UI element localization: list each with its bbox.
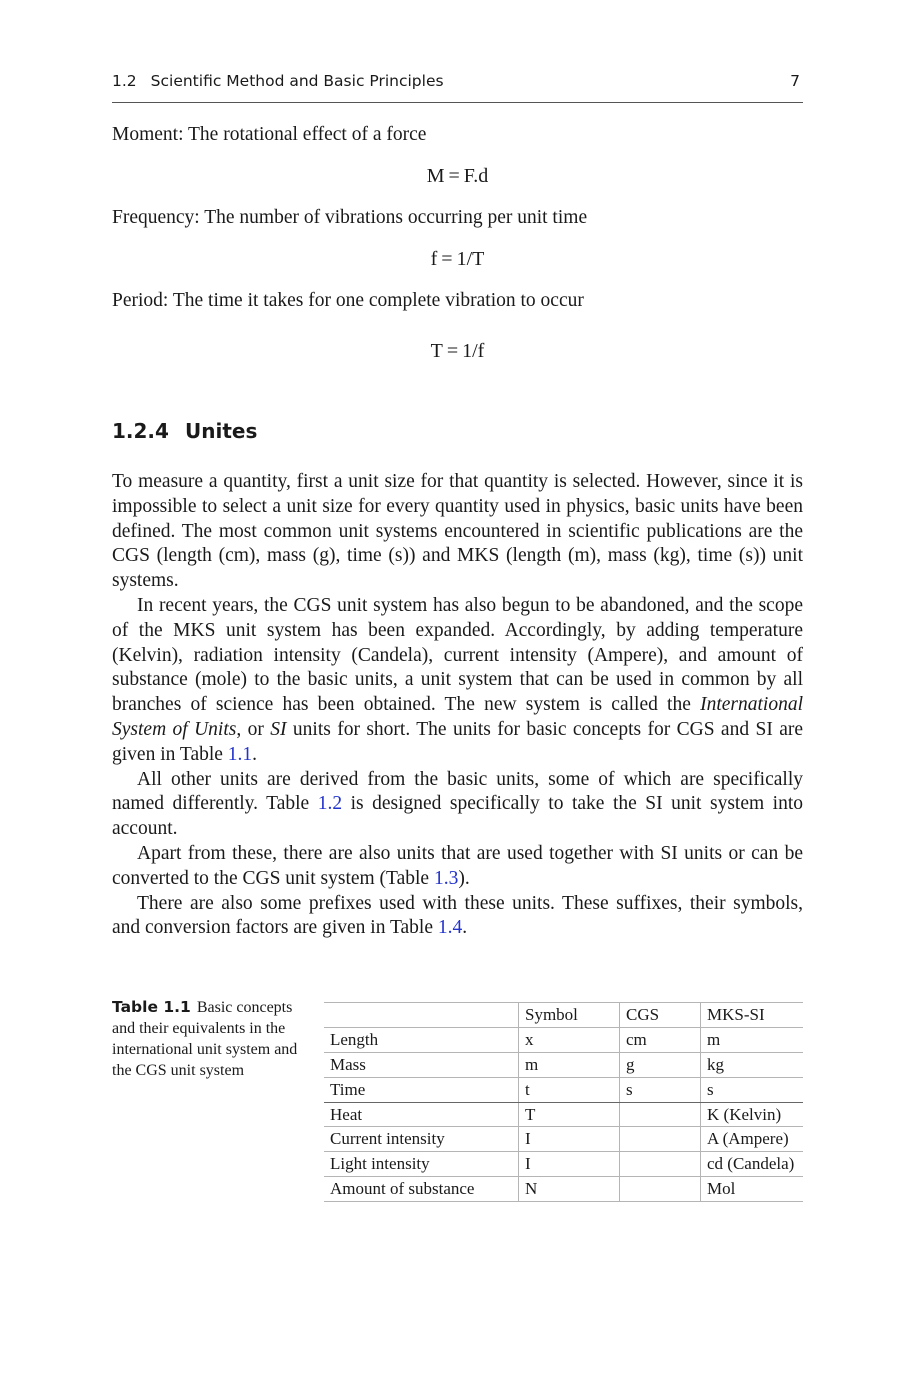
- cell-symbol: T: [519, 1102, 620, 1127]
- column-header-quantity: [324, 1003, 519, 1028]
- section-number: 1.2.4: [112, 419, 169, 443]
- cell-cgs: cm: [620, 1027, 701, 1052]
- cell-symbol: t: [519, 1077, 620, 1102]
- paragraph-2-text: In recent years, the CGS unit system has also begun to be abandoned, and the scope of the MKS unit system has been expanded. Accordingly, by adding temperature (Kelvin), radiation intensity (Candela), current intensity (Ampere), and amount of substance (mole) to the basic units, a unit system that can be used in common by all branches of science has been obtained. The new system is called the: [112, 594, 803, 716]
- cell-symbol: m: [519, 1052, 620, 1077]
- units-table: [324, 1002, 803, 1202]
- paragraph-4: [112, 842, 803, 892]
- paragraph-5-text: There are also some prefixes used with these units. These suffixes, their symbols, and conversion factors are given in Table: [112, 892, 803, 939]
- page-number: 7: [790, 72, 800, 90]
- cell-cgs: [620, 1177, 701, 1202]
- header-section-number: 1.2: [112, 72, 137, 90]
- definition-moment: Moment: The rotational effect of a force: [112, 124, 427, 145]
- column-header-symbol: Symbol: [519, 1003, 620, 1028]
- paragraph-2-text: .: [252, 743, 258, 765]
- table-1-1-link[interactable]: 1.1: [227, 743, 253, 765]
- table-caption: [112, 997, 312, 1081]
- body-text: [112, 470, 803, 941]
- cell-cgs: [620, 1152, 701, 1177]
- definition-period: Period: The time it takes for one complete vibration to occur: [112, 290, 584, 311]
- equation-frequency: f = 1/T: [430, 248, 485, 270]
- paragraph-3: [112, 768, 803, 842]
- cell-mks-si: s: [701, 1077, 804, 1102]
- paragraph-2-text: units for short. The units for basic concepts for CGS and SI are given in Table: [112, 718, 803, 765]
- paragraph-2-text: , or: [236, 718, 271, 740]
- cell-quantity: Mass: [324, 1052, 519, 1077]
- cell-cgs: s: [620, 1077, 701, 1102]
- cell-symbol: x: [519, 1027, 620, 1052]
- column-header-cgs: CGS: [620, 1003, 701, 1028]
- equation-moment: M = F.d: [426, 165, 489, 187]
- section-title: Unites: [185, 419, 258, 443]
- paragraph-3-text: is designed specifically to take the SI unit system into account.: [112, 793, 803, 840]
- cell-mks-si: cd (Candela): [701, 1152, 804, 1177]
- cell-mks-si: Mol: [701, 1177, 804, 1202]
- cell-quantity: Time: [324, 1077, 519, 1102]
- section-heading: [112, 419, 257, 443]
- table-1-2-link[interactable]: 1.2: [317, 793, 343, 815]
- italic-term-international-system: International System of Units: [112, 694, 803, 740]
- cell-mks-si: kg: [701, 1052, 804, 1077]
- table-row: [324, 1177, 803, 1202]
- table-header-row: [324, 1003, 803, 1028]
- cell-quantity: Length: [324, 1027, 519, 1052]
- definition-frequency: Frequency: The number of vibrations occurring per unit time: [112, 207, 588, 228]
- cell-quantity: Light intensity: [324, 1152, 519, 1177]
- table-label: Table 1.1: [112, 998, 191, 1016]
- header-section: [112, 72, 444, 90]
- cell-symbol: I: [519, 1152, 620, 1177]
- paragraph-4-text: Apart from these, there are also units that are used together with SI units or can be converted to the CGS unit system (Table: [112, 842, 803, 889]
- table-row: [324, 1052, 803, 1077]
- table-row: [324, 1127, 803, 1152]
- paragraph-3-text: All other units are derived from the basic units, some of which are specifically named differently. Table: [112, 768, 803, 815]
- column-header-mks-si: MKS-SI: [701, 1003, 804, 1028]
- cell-cgs: [620, 1127, 701, 1152]
- table-row: [324, 1027, 803, 1052]
- cell-quantity: Current intensity: [324, 1127, 519, 1152]
- table-1-4-link[interactable]: 1.4: [437, 917, 463, 939]
- paragraph-5-text: .: [462, 917, 468, 939]
- header-section-title: Scientific Method and Basic Principles: [150, 72, 444, 90]
- cell-cgs: g: [620, 1052, 701, 1077]
- italic-term-si: SI: [270, 718, 287, 740]
- cell-cgs: [620, 1102, 701, 1127]
- table-row: [324, 1152, 803, 1177]
- equation-period: T = 1/f: [430, 340, 485, 362]
- cell-symbol: I: [519, 1127, 620, 1152]
- table-1-3-link[interactable]: 1.3: [433, 867, 459, 889]
- cell-mks-si: A (Ampere): [701, 1127, 804, 1152]
- paragraph-5: [112, 892, 803, 942]
- cell-mks-si: K (Kelvin): [701, 1102, 804, 1127]
- cell-quantity: Heat: [324, 1102, 519, 1127]
- cell-symbol: N: [519, 1177, 620, 1202]
- paragraph-1: To measure a quantity, first a unit size for that quantity is selected. However, since it is impossible to select a unit size for every quantity used in physics, basic units have been defined. The most common unit systems encountered in scientific publications are the CGS (length (cm), mass (g), time (s)) and MKS (length (m), mass (kg), time (s)) unit systems.: [112, 471, 803, 592]
- table-row: [324, 1077, 803, 1102]
- cell-mks-si: m: [701, 1027, 804, 1052]
- cell-quantity: Amount of substance: [324, 1177, 519, 1202]
- table-row: [324, 1102, 803, 1127]
- paragraph-4-text: ).: [458, 867, 470, 889]
- table-caption-text: Basic concepts and their equivalents in the international unit system and the CGS unit system: [112, 999, 298, 1079]
- running-header: [112, 72, 803, 103]
- paragraph-2: [112, 594, 803, 768]
